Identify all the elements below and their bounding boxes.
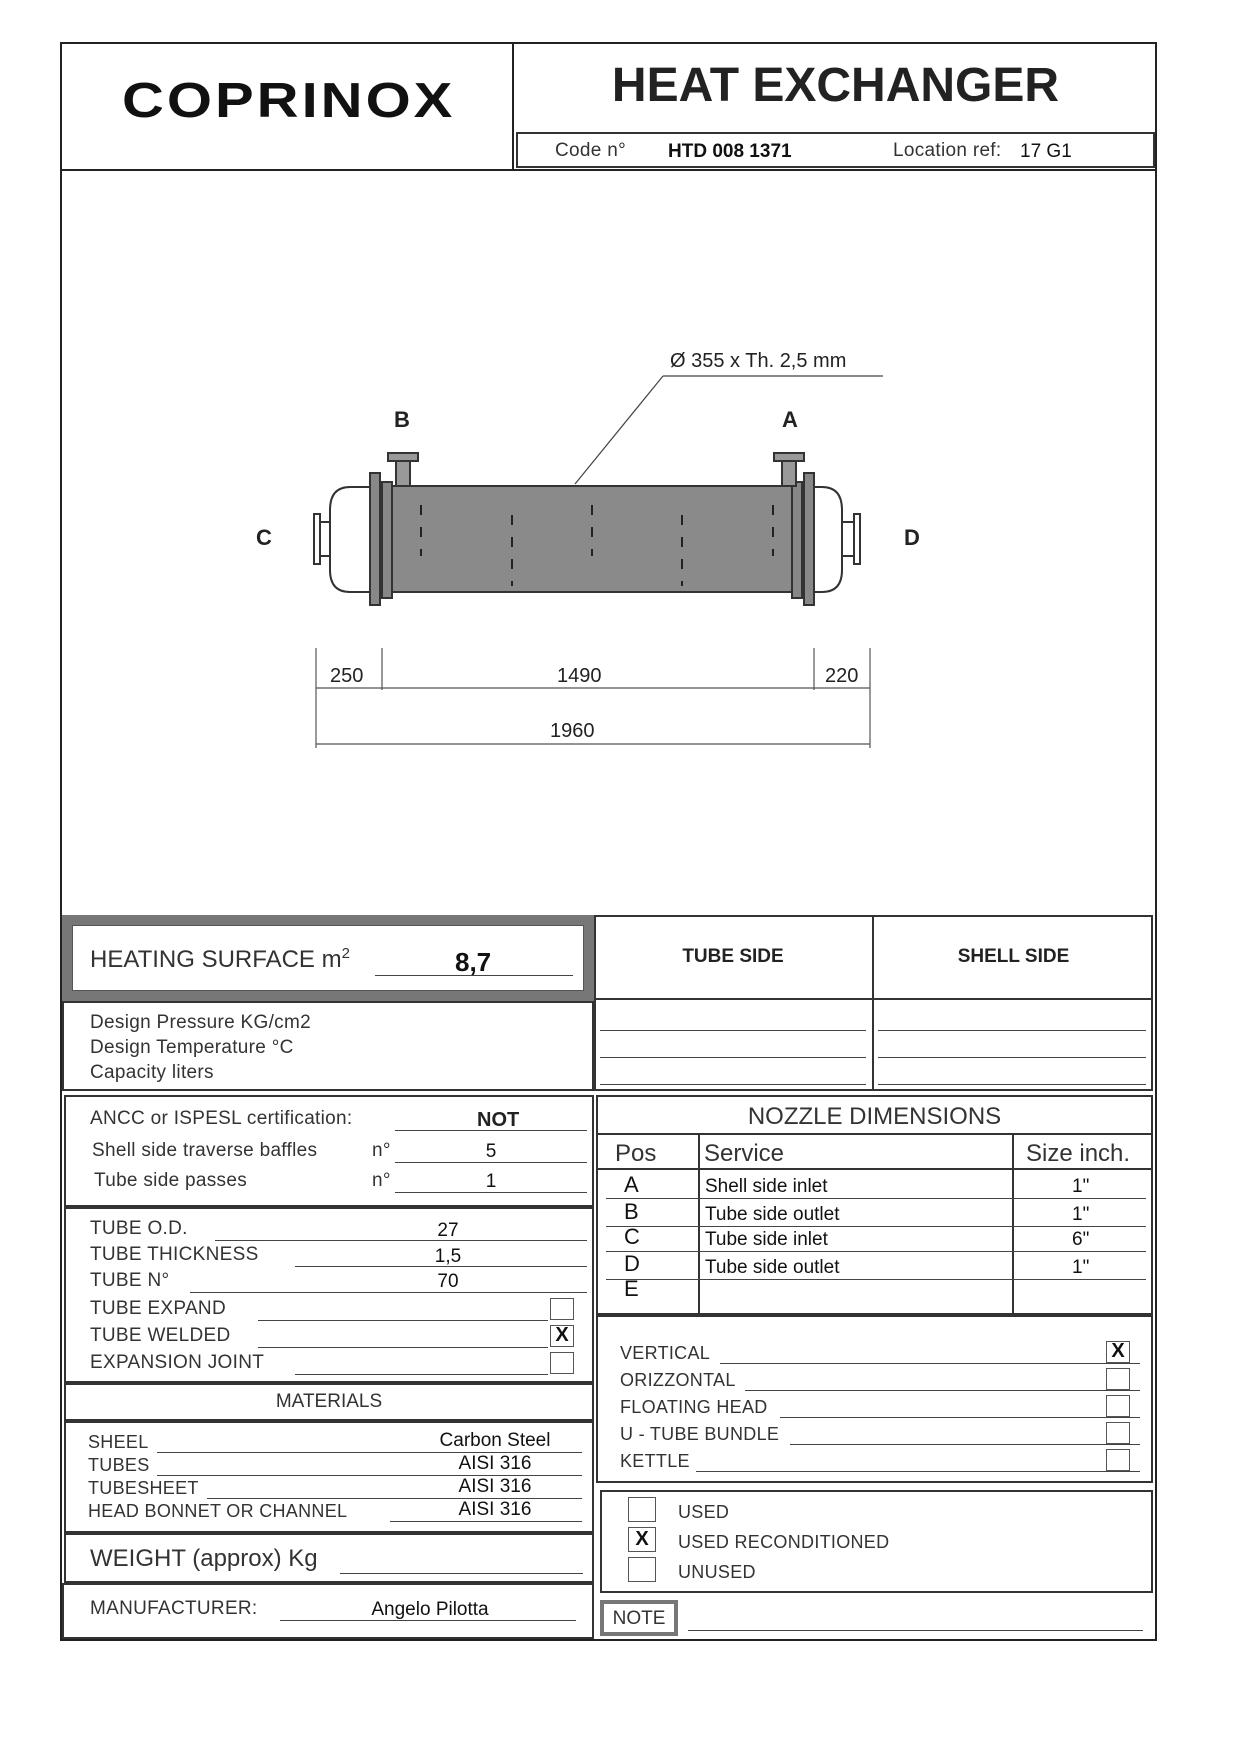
nozzle-pos: C [624,1224,640,1249]
u-tube-bundle-line [790,1444,1140,1445]
nozzle-size: 1" [1072,1204,1090,1225]
tube-od-value: 27 [437,1220,459,1241]
nozzle-label-d: D [904,525,920,550]
nozzle-label-b: B [394,407,410,432]
tube-welded-checkbox[interactable]: X [550,1325,574,1347]
manufacturer-value: Angelo Pilotta [371,1599,489,1620]
nozzle-size: 1" [1072,1257,1090,1278]
tube-side-line-3 [600,1084,866,1085]
passes-label: Tube side passes [94,1170,248,1191]
kettle-label: KETTLE [620,1451,690,1471]
tube-welded-line [258,1347,548,1348]
company-logo: COPRINOX [122,72,456,129]
shell-spec-label: Ø 355 x Th. 2,5 mm [670,350,847,372]
head-material-line [390,1521,582,1522]
shell-side-line-1 [878,1030,1146,1031]
nozzle-header-pos: Pos [615,1140,657,1167]
kettle-line [696,1471,1140,1472]
document-title: HEAT EXCHANGER [611,59,1060,112]
left-head [330,487,370,592]
nozzle-pos: A [624,1172,639,1197]
code-value: HTD 008 1371 [668,141,792,162]
tube-od-label: TUBE O.D. [90,1218,188,1239]
weight-label: WEIGHT (approx) Kg [90,1545,318,1572]
shell-side-line-2 [878,1057,1146,1058]
nozzle-label-a: A [782,407,798,432]
tube-side-line-1 [600,1030,866,1031]
location-value: 17 G1 [1020,141,1072,162]
nozzle-title: NOZZLE DIMENSIONS [747,1103,1002,1130]
used-reconditioned-label: USED RECONDITIONED [678,1532,890,1552]
location-label: Location ref: [893,140,1002,161]
head-material-value: AISI 316 [458,1499,532,1520]
nozzle-row-line [606,1198,1146,1199]
note-label: NOTE [612,1608,666,1629]
heating-surface-value: 8,7 [455,947,492,977]
left-flanges [370,473,392,605]
nozzle-pos: D [624,1251,640,1276]
floating-head-checkbox[interactable] [1106,1395,1130,1417]
vertical-checkbox[interactable]: X [1106,1341,1130,1363]
side-table-divider-h [594,998,1153,1000]
tube-side-line-2 [600,1057,866,1058]
baffles-value: 5 [485,1141,497,1162]
passes-n-label: n° [372,1170,391,1191]
nozzle-row-line [606,1251,1146,1252]
tubes-material-label: TUBES [88,1455,150,1475]
dimension-middle: 1490 [557,665,602,687]
tube-side-header: TUBE SIDE [682,946,784,967]
materials-title: MATERIALS [275,1391,383,1412]
vertical-label: VERTICAL [620,1343,711,1363]
expansion-joint-checkbox[interactable] [550,1352,574,1374]
dimension-total: 1960 [550,720,595,742]
nozzle-pos: B [624,1199,639,1224]
leader-line [575,376,883,484]
nozzle-col-divider-2 [1012,1133,1014,1313]
heating-surface-label [90,945,350,974]
used-reconditioned-checkbox[interactable]: X [628,1527,656,1552]
nozzle-row-line [606,1226,1146,1227]
nozzle-d [842,514,860,564]
nozzle-size: 1" [1072,1176,1090,1197]
shell-side-header: SHELL SIDE [957,946,1070,967]
nozzle-row-line [606,1279,1146,1280]
u-tube-bundle-checkbox[interactable] [1106,1422,1130,1444]
shell-side-line-3 [878,1084,1146,1085]
tube-expand-line [258,1320,548,1321]
tube-welded-label: TUBE WELDED [90,1325,231,1346]
shell-body [380,486,804,592]
weight-line [340,1573,583,1574]
tube-n-label: TUBE N° [90,1270,170,1291]
nozzle-service: Tube side inlet [705,1229,828,1250]
nozzle-service: Tube side outlet [705,1204,840,1225]
nozzle-header-top-line [596,1133,1153,1135]
design-temperature-label: Design Temperature °C [90,1037,294,1058]
heating-surface-sup: 2 [341,945,350,962]
used-label: USED [678,1502,730,1522]
shell-material-value: Carbon Steel [439,1430,551,1451]
horizontal-checkbox[interactable] [1106,1368,1130,1390]
nozzle-size: 6" [1072,1229,1090,1250]
dimension-right: 220 [825,665,859,687]
horizontal-line [745,1390,1140,1391]
tube-n-value: 70 [437,1271,459,1292]
u-tube-bundle-label: U - TUBE BUNDLE [620,1424,780,1444]
right-head [814,487,842,592]
unused-checkbox[interactable] [628,1557,656,1582]
nozzle-label-c: C [256,525,272,550]
tube-expand-label: TUBE EXPAND [90,1298,226,1319]
design-pressure-label: Design Pressure KG/cm2 [90,1012,311,1033]
passes-value: 1 [485,1171,497,1192]
floating-head-line [780,1417,1140,1418]
side-table-divider-v [872,915,874,1091]
nozzle-pos: E [624,1276,639,1301]
note-line[interactable] [688,1630,1143,1631]
unused-label: UNUSED [678,1562,756,1582]
manufacturer-label: MANUFACTURER: [90,1598,258,1619]
nozzle-c [314,514,330,564]
tube-expand-checkbox[interactable] [550,1298,574,1320]
tube-thickness-label: TUBE THICKNESS [90,1244,259,1265]
dimension-left: 250 [330,665,364,687]
tube-n-line [190,1292,587,1293]
nozzle-col-divider-1 [698,1133,700,1313]
shell-material-label: SHEEL [88,1432,149,1452]
nozzle-header-size: Size inch. [1026,1140,1131,1167]
vertical-line [720,1363,1140,1364]
right-flanges [792,473,814,605]
capacity-label: Capacity liters [90,1062,214,1083]
head-material-label: HEAD BONNET OR CHANNEL [88,1501,348,1521]
baffles-n-label: n° [372,1140,391,1161]
tubesheet-material-value: AISI 316 [458,1476,532,1497]
code-label: Code n° [555,140,626,161]
ancc-label: ANCC or ISPESL certification: [90,1108,353,1129]
used-checkbox[interactable] [628,1497,656,1522]
expansion-joint-label: EXPANSION JOINT [90,1352,265,1373]
kettle-checkbox[interactable] [1106,1449,1130,1471]
horizontal-label: ORIZZONTAL [620,1370,736,1390]
nozzle-header-service: Service [704,1140,785,1167]
tube-od-line [215,1240,587,1241]
baffles-label: Shell side traverse baffles [92,1140,318,1161]
heating-surface-text: HEATING SURFACE m [90,946,342,973]
nozzle-service: Shell side inlet [705,1176,828,1197]
nozzle-header-bottom-line [596,1168,1153,1170]
nozzle-service: Tube side outlet [705,1257,840,1278]
ancc-value: NOT [477,1109,520,1131]
tubes-material-value: AISI 316 [458,1453,532,1474]
expansion-joint-line [295,1374,548,1375]
floating-head-label: FLOATING HEAD [620,1397,768,1417]
tube-thickness-value: 1,5 [434,1246,462,1267]
tubesheet-material-label: TUBESHEET [88,1478,199,1498]
